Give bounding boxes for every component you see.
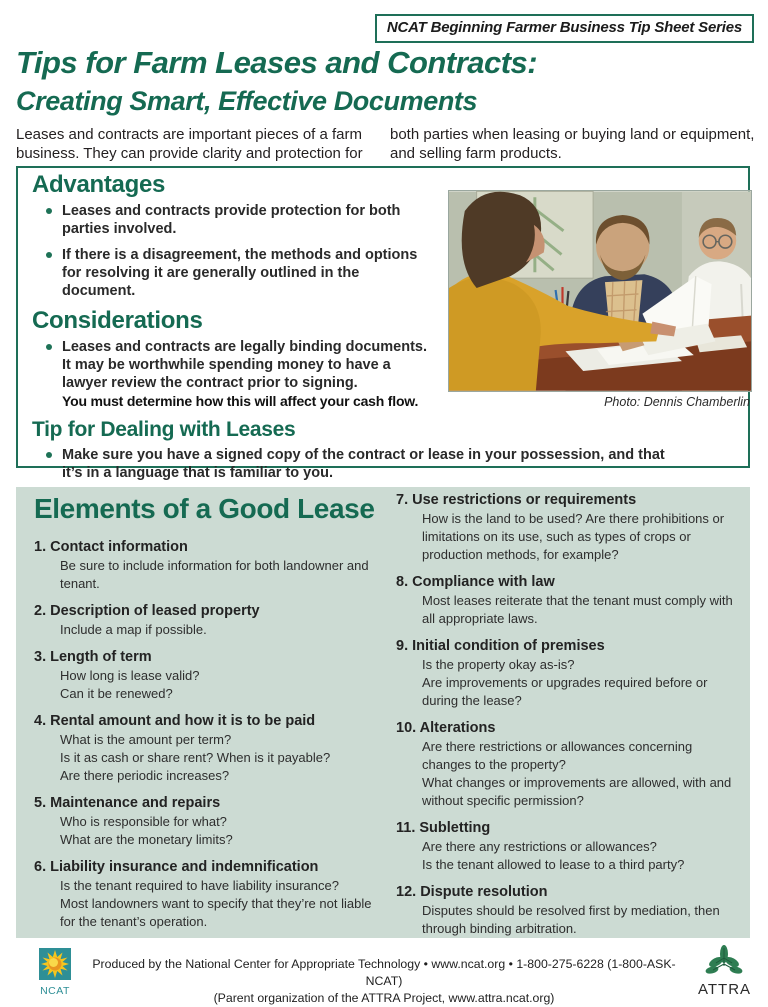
elements-heading: Elements of a Good Lease xyxy=(34,493,375,524)
lease-element-item xyxy=(34,601,388,639)
bullet-icon xyxy=(46,344,52,350)
item-line: Are there periodic increases? xyxy=(60,768,230,783)
bullet-emphasis-text: You must determine how this will affect your cash flow. xyxy=(62,393,419,409)
photo-figure xyxy=(448,190,752,409)
lease-element-item xyxy=(34,793,388,849)
intro-column-2: both parties when leasing or buying land or equipment, and selling farm products. xyxy=(390,126,755,162)
photo-caption: Photo: Dennis Chamberlin xyxy=(604,395,750,409)
tip-heading: Tip for Dealing with Leases xyxy=(32,418,296,441)
item-line: Can it be renewed? xyxy=(60,686,173,701)
lease-element-item xyxy=(34,647,388,703)
list-item xyxy=(46,446,748,482)
bullet-text: If there is a disagreement, the methods and options for resolving it are generally outlined in the document. xyxy=(62,247,418,299)
bullet-icon xyxy=(46,252,52,258)
item-line: What is the amount per term? xyxy=(60,732,232,747)
item-line: Are there restrictions or allowances concerning changes to the property? xyxy=(422,739,693,772)
item-line: Be sure to include information for both landowner and tenant. xyxy=(60,558,369,591)
item-title: 7. Use restrictions or requirements xyxy=(396,492,637,508)
item-line: Is it as cash or share rent? When is it payable? xyxy=(60,750,331,765)
photo-illustration xyxy=(448,190,752,392)
footer-line-1: Produced by the National Center for Appropriate Technology • www.ncat.org • 1-800-275-6228 (1-800-ASK-NCAT) xyxy=(92,957,676,988)
bullet-icon xyxy=(46,452,52,458)
lease-element-item xyxy=(396,490,744,564)
tip-list xyxy=(32,446,748,482)
item-title: 12. Dispute resolution xyxy=(396,884,548,900)
item-line: Include a map if possible. xyxy=(60,622,207,637)
sun-icon xyxy=(39,948,71,980)
lease-element-item xyxy=(396,882,744,938)
item-line: Who is responsible for what? xyxy=(60,814,227,829)
attra-logo xyxy=(698,944,750,998)
item-line: How is the land to be used? Are there prohibitions or limitations on its use, such as types of crops or production methods, for example? xyxy=(422,511,725,562)
intro-paragraph xyxy=(16,125,756,163)
lease-element-item xyxy=(396,636,744,710)
item-title: 4. Rental amount and how it is to be paid xyxy=(34,713,316,729)
elements-right-column xyxy=(396,487,744,946)
considerations-heading: Considerations xyxy=(32,307,203,334)
item-line: What are the monetary limits? xyxy=(60,832,233,847)
item-title: 5. Maintenance and repairs xyxy=(34,795,221,811)
footer-line-2: (Parent organization of the ATTRA Project, www.attra.ncat.org) xyxy=(213,991,555,1005)
bullet-text: Make sure you have a signed copy of the contract or lease in your possession, and that it’s in a language that is familiar to you. xyxy=(62,447,665,481)
attra-logo-label: ATTRA xyxy=(698,981,752,998)
bullet-text: Leases and contracts are legally binding documents. It may be worthwhile spending money to have a lawyer review the contract prior to signing. xyxy=(62,339,428,391)
item-title: 1. Contact information xyxy=(34,539,188,555)
advantages-heading: Advantages xyxy=(32,171,166,198)
item-title: 6. Liability insurance and indemnification xyxy=(34,859,319,875)
lease-element-item xyxy=(34,711,388,785)
item-line: Is the tenant required to have liability insurance? xyxy=(60,878,339,893)
lease-element-item xyxy=(396,572,744,628)
item-title: 3. Length of term xyxy=(34,649,152,665)
item-title: 11. Subletting xyxy=(396,820,491,836)
page-subtitle: Creating Smart, Effective Documents xyxy=(16,86,478,116)
leaf-icon xyxy=(704,944,744,978)
lease-element-item xyxy=(34,857,388,931)
elements-left-column xyxy=(34,487,388,939)
item-line: Are there any restrictions or allowances? xyxy=(422,839,657,854)
elements-section xyxy=(16,487,750,938)
bullet-text: Leases and contracts provide protection for both parties involved. xyxy=(62,203,401,237)
ncat-logo xyxy=(38,948,72,997)
series-banner-label: NCAT Beginning Farmer Business Tip Sheet Series xyxy=(386,19,742,36)
item-title: 8. Compliance with law xyxy=(396,574,555,590)
info-box xyxy=(16,166,750,481)
page-title: Tips for Farm Leases and Contracts: xyxy=(16,45,538,80)
lease-element-item xyxy=(396,718,744,810)
item-title: 9. Initial condition of premises xyxy=(396,638,605,654)
item-line: How long is lease valid? xyxy=(60,668,200,683)
series-banner xyxy=(375,14,754,43)
item-line: What changes or improvements are allowed, with and without specific permission? xyxy=(422,775,732,808)
item-line: Is the property okay as-is? xyxy=(422,657,575,672)
item-title: 10. Alterations xyxy=(396,720,496,736)
item-line: Are improvements or upgrades required before or during the lease? xyxy=(422,675,708,708)
item-title: 2. Description of leased property xyxy=(34,603,260,619)
lease-element-item xyxy=(34,537,388,593)
lease-element-item xyxy=(396,818,744,874)
footer xyxy=(0,944,768,1005)
ncat-logo-label: NCAT xyxy=(40,985,70,997)
item-line: Is the tenant allowed to lease to a third party? xyxy=(422,857,685,872)
item-line: Most leases reiterate that the tenant must comply with all appropriate laws. xyxy=(422,593,733,626)
item-line: Disputes should be resolved first by mediation, then through binding arbitration. xyxy=(422,903,720,936)
item-line: Most landowners want to specify that they’re not liable for the tenant’s operation. xyxy=(60,896,372,929)
footer-text xyxy=(84,956,684,1007)
intro-column-1: Leases and contracts are important pieces of a farm business. They can provide clarity and protection for xyxy=(16,126,363,162)
bullet-icon xyxy=(46,208,52,214)
